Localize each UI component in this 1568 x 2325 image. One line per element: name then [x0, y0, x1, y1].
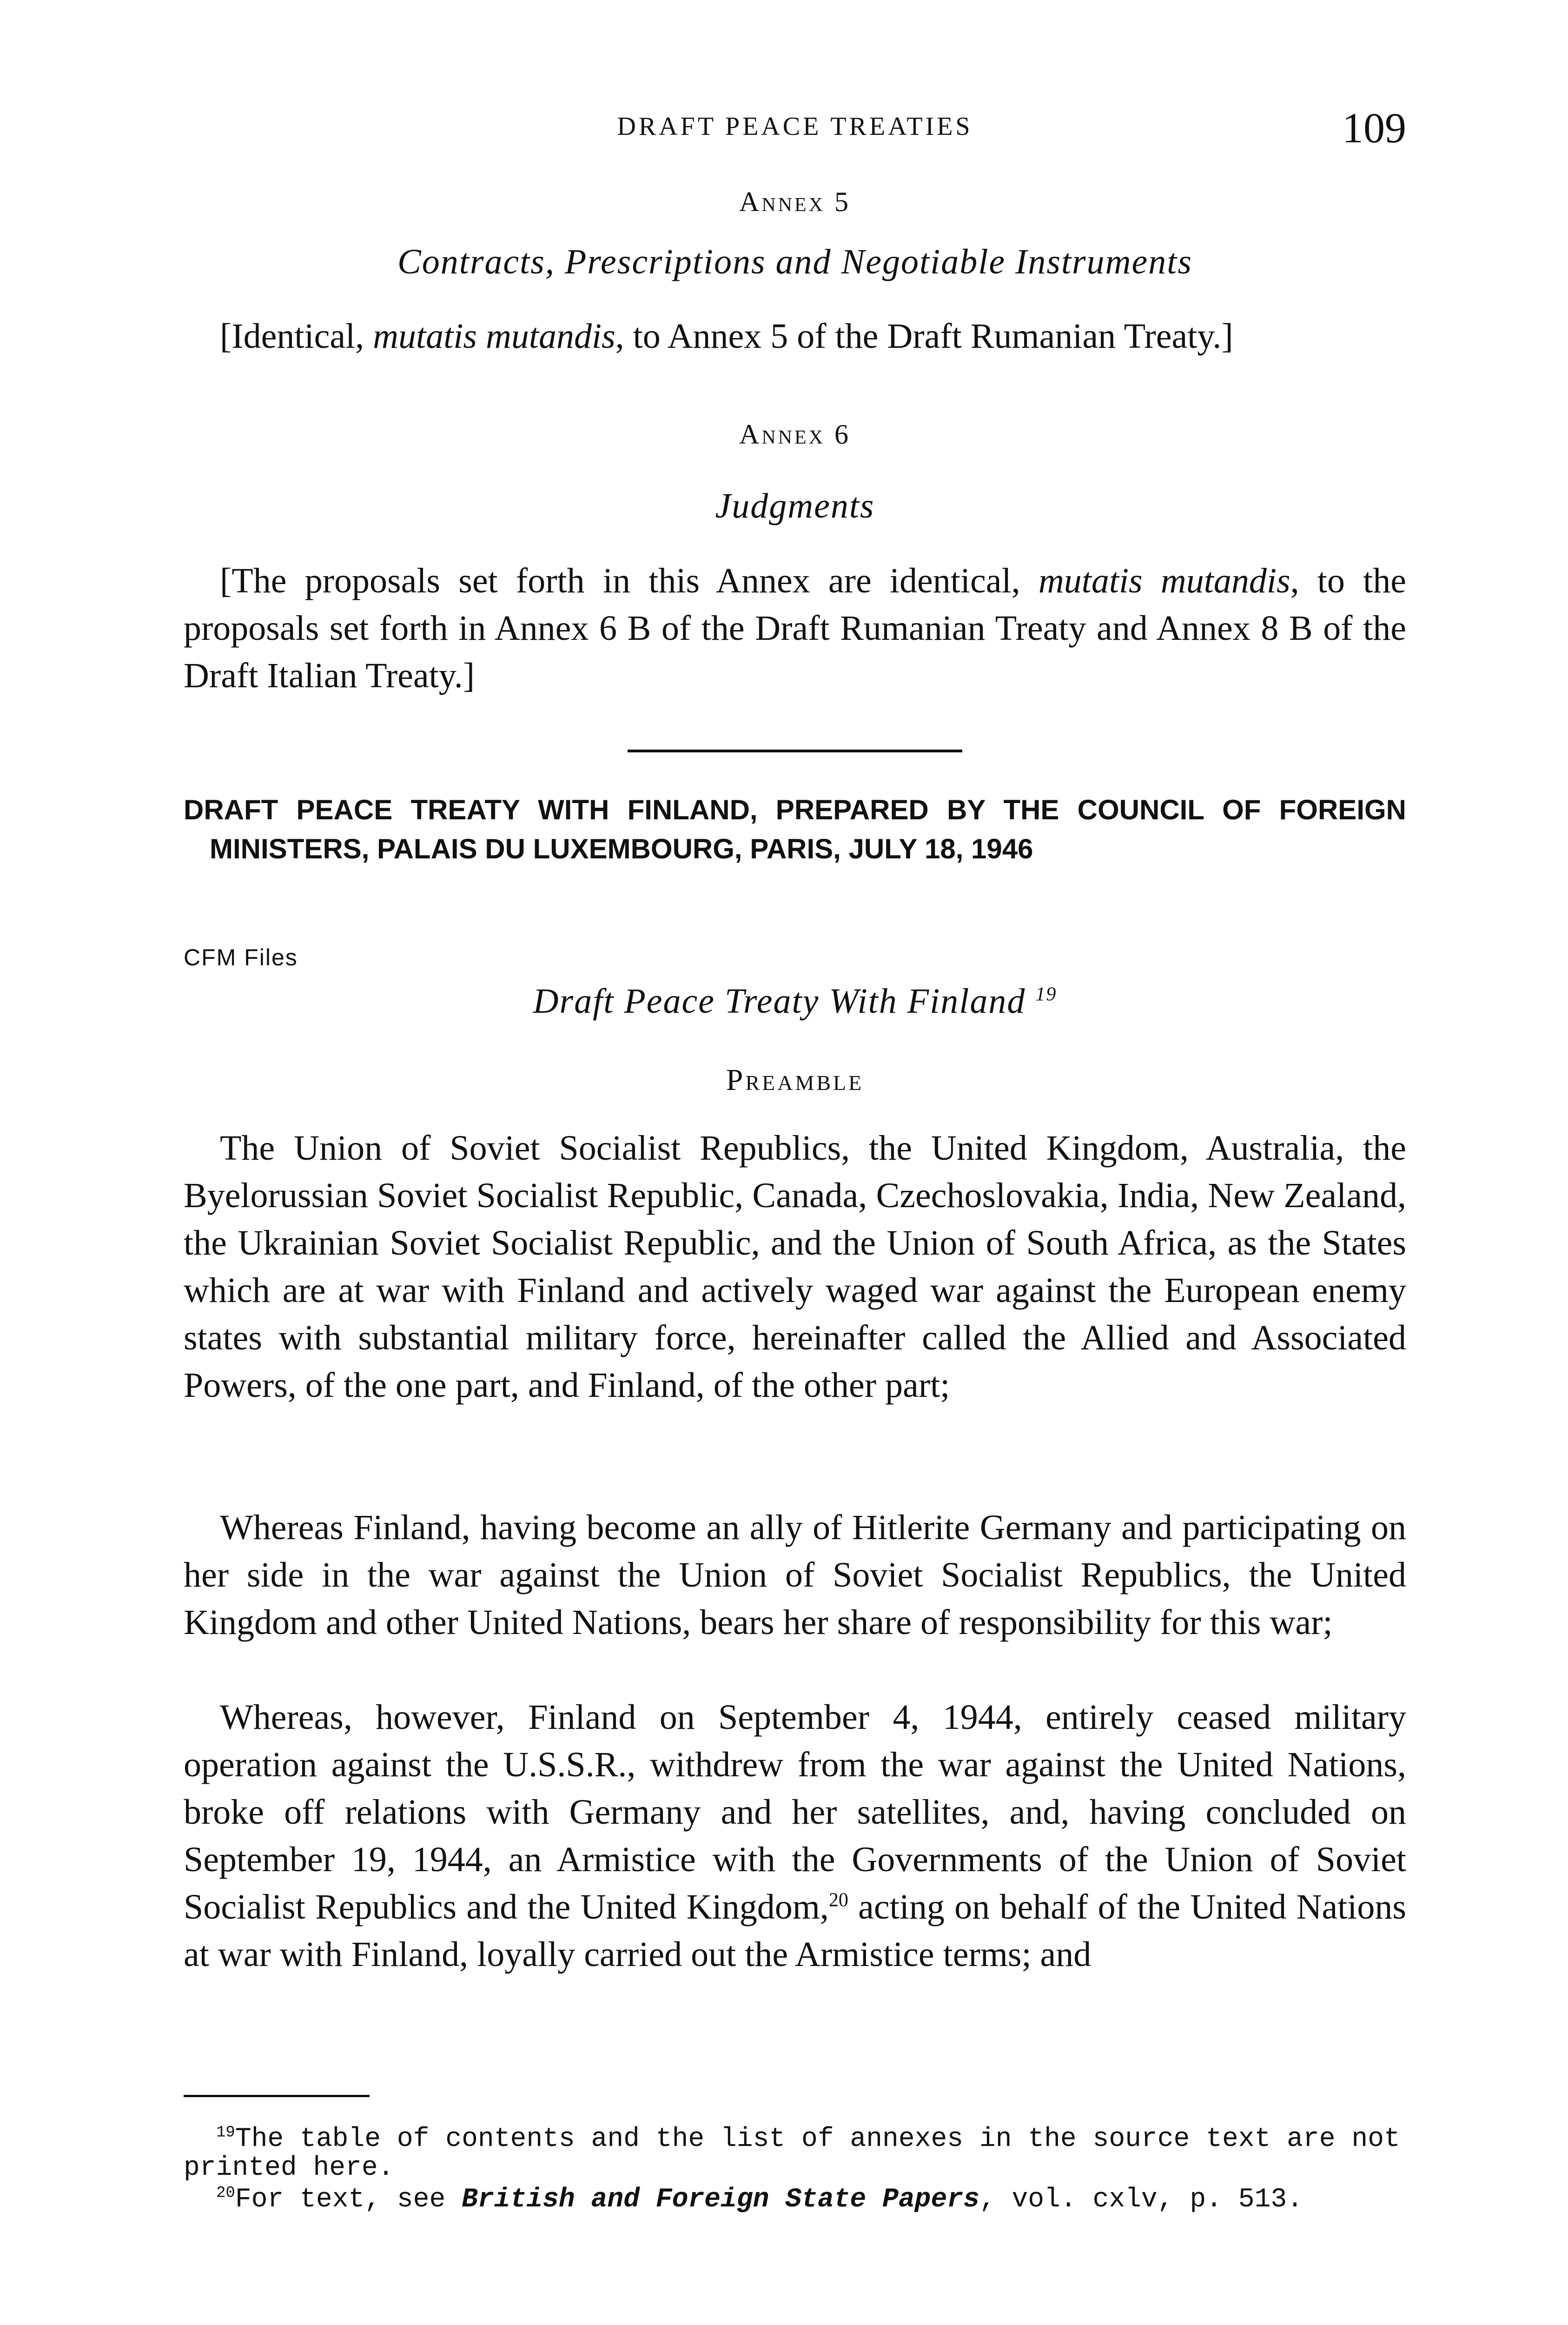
annex-5-title: Contracts, Prescriptions and Negotiable Instruments	[397, 242, 1192, 281]
treaty-title: Draft Peace Treaty With Finland $^{19}$	[533, 982, 1057, 1021]
running-title: DRAFT PEACE TREATIES	[617, 112, 973, 141]
annex-5-text: [Identical, mutatis mutandis, to Annex 5 of the Draft Rumanian Treaty.]	[220, 317, 1233, 356]
annex-5-label: Annex 5	[739, 186, 851, 217]
footnote-ref-20: 20	[828, 1889, 848, 1911]
preamble-paragraph-2: Whereas Finland, having become an ally of Hitlerite Germany and participating on her side in the war against the Union of Soviet Socialist Republics, the United Kingdom and other United Nations, bears her share of responsibility for this war;	[184, 1508, 1406, 1642]
preamble-paragraph-3: Whereas, however, Finland on September 4, 1944, entirely ceased military operation against the U.S.S.R., withdrew from the war against the United Nations, broke off relations with Germany and her satellites, and, having concluded on September 19, 1944, an Armistice with the Governments of the Union of Soviet Socialist Republics and the United Kingdom,$^{20}$ acting on behalf of the United Nations at war with Finland, loyally carried out the Armistice terms; and	[184, 1698, 1406, 1974]
document-heading: DRAFT PEACE TREATY WITH FINLAND, PREPARED BY THE COUNCIL OF FOREIGN MINISTERS, PALAIS DU LUXEMBOURG, PARIS, JULY 18, 1946	[184, 794, 1406, 864]
running-header	[184, 103, 1406, 150]
annex-6-text: [The proposals set forth in this Annex are identical, mutatis mutandis, to the proposals set forth in Annex 6 B of the Draft Rumanian Treaty and Annex 8 B of the Draft Italian Treaty.]	[184, 561, 1406, 695]
footnote-19: $^{19}$The table of contents and the list of annexes in the source text are not printed here.	[184, 2124, 1400, 2183]
annex-6-label: Annex 6	[739, 419, 851, 450]
footnote-ref-19: 19	[1035, 983, 1057, 1005]
footnote-20: $^{20}$For text, see British and Foreign State Papers, vol. cxlv, p. 513.	[216, 2184, 1303, 2215]
footnote-rule	[184, 2095, 1406, 2097]
preamble-label: Preamble	[726, 1063, 864, 1097]
section-divider	[184, 750, 1406, 752]
preamble-paragraph-1: The Union of Soviet Socialist Republics, the United Kingdom, Australia, the Byelorussian Soviet Socialist Republic, Canada, Czechoslovakia, India, New Zealand, the Ukrainian Soviet Socialist Republic, and the Union of South Africa, as the States which are at war with Finland and actively waged war against the European enemy states with substantial military force, hereinafter called the Allied and Associated Powers, of the one part, and Finland, of the other part;	[184, 1129, 1406, 1405]
page-number: 109	[1342, 104, 1406, 152]
source-label: CFM Files	[184, 944, 298, 970]
annex-6-title: Judgments	[715, 486, 875, 525]
